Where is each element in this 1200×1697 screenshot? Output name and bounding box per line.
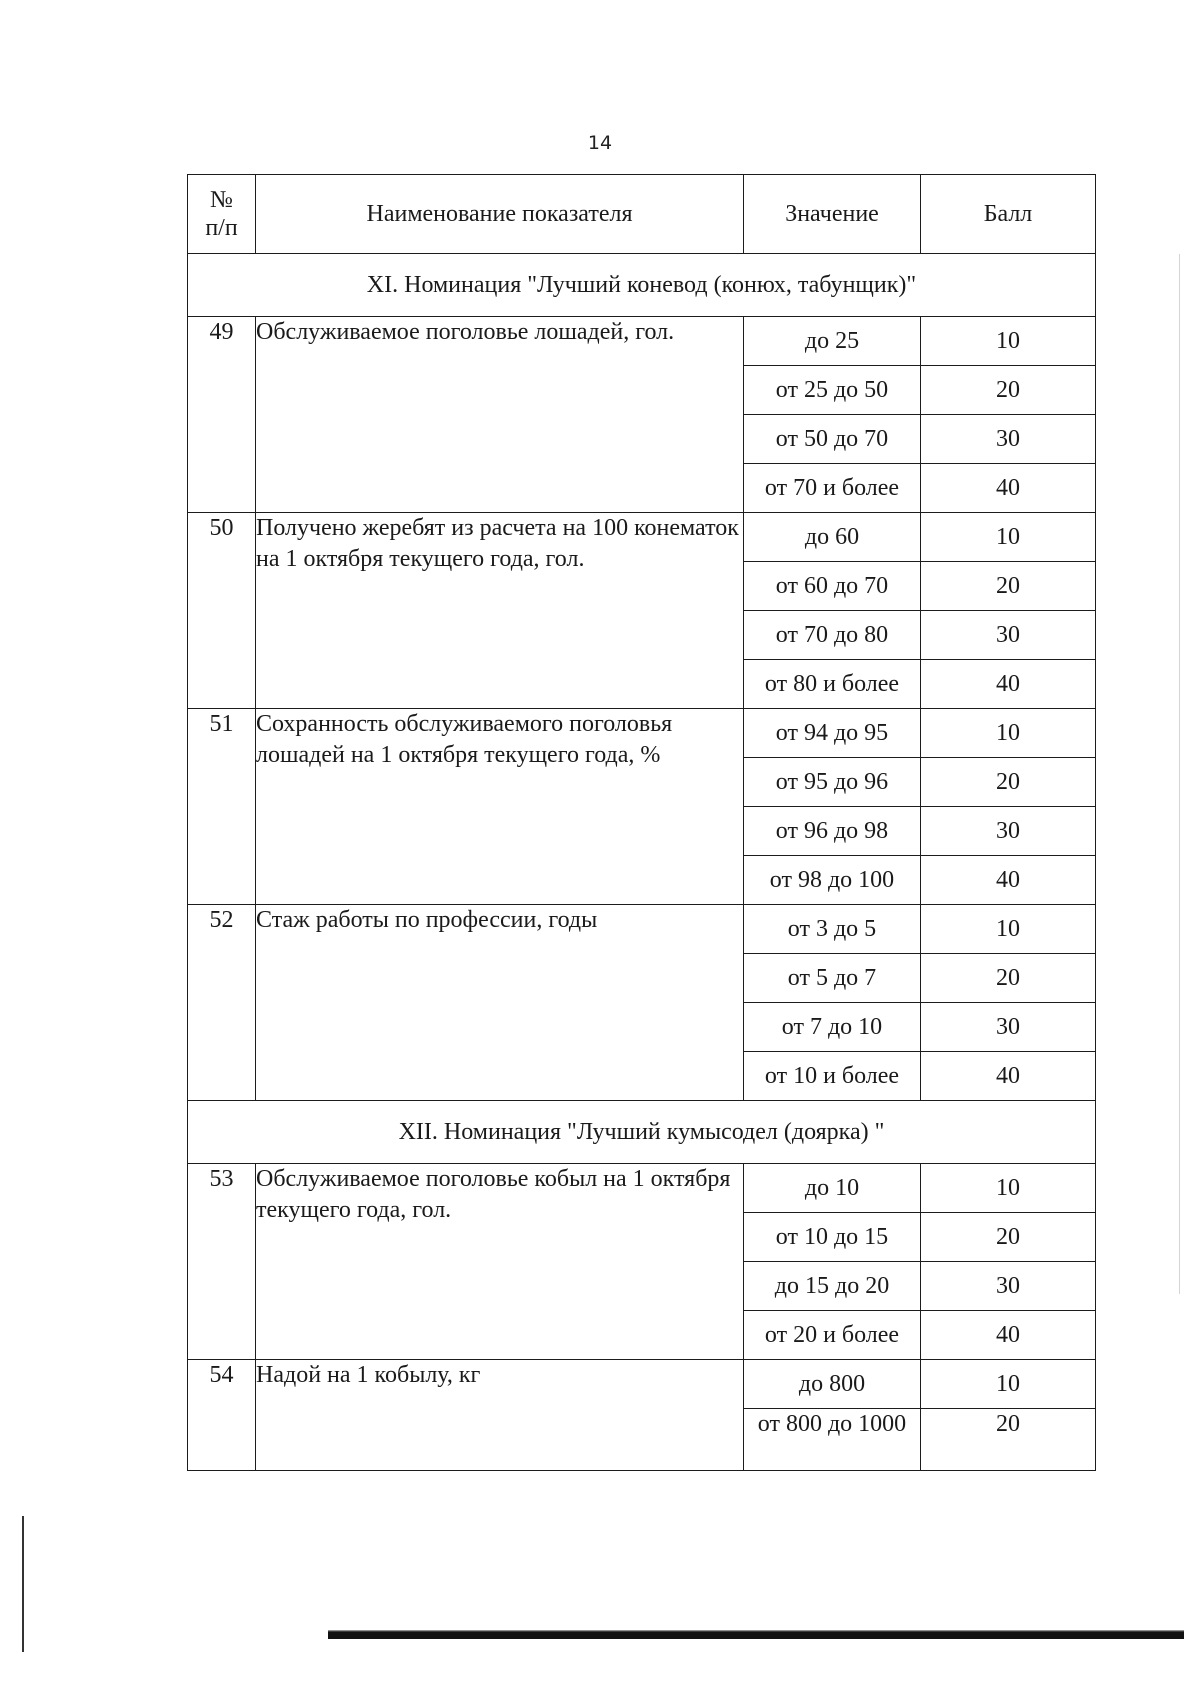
range-value: от 95 до 96 [744,758,921,807]
range-value: до 60 [744,513,921,562]
range-value: от 80 и более [744,660,921,709]
range-value: от 3 до 5 [744,905,921,954]
table-header-row [188,175,1096,254]
table-row [188,317,1096,366]
section-title: XII. Номинация "Лучший кумысодел (доярка) " [188,1101,1096,1164]
table-row [188,1360,1096,1409]
indicator-name: Получено жеребят из расчета на 100 конематок на 1 октября текущего года, гол. [256,513,744,709]
range-points: 40 [921,1052,1096,1101]
range-value: от 94 до 95 [744,709,921,758]
range-value: от 98 до 100 [744,856,921,905]
range-value: от 800 до 1000 [744,1409,921,1471]
indicator-name: Стаж работы по профессии, годы [256,905,744,1101]
range-points: 10 [921,1360,1096,1409]
range-points: 30 [921,1003,1096,1052]
range-points: 20 [921,954,1096,1003]
section-row [188,1101,1096,1164]
section-row [188,254,1096,317]
row-number: 50 [188,513,256,709]
table-row [188,905,1096,954]
range-points: 10 [921,709,1096,758]
table-row [188,513,1096,562]
row-number: 54 [188,1360,256,1471]
range-points: 20 [921,562,1096,611]
range-points: 10 [921,1164,1096,1213]
header-number: № п/п [188,175,256,254]
table-row [188,1164,1096,1213]
indicator-name: Надой на 1 кобылу, кг [256,1360,744,1471]
section-title: XI. Номинация "Лучший коневод (конюх, табунщик)" [188,254,1096,317]
range-points: 10 [921,905,1096,954]
range-value: до 25 [744,317,921,366]
range-points: 40 [921,856,1096,905]
row-number: 52 [188,905,256,1101]
range-value: от 70 до 80 [744,611,921,660]
range-points: 20 [921,758,1096,807]
range-points: 30 [921,1262,1096,1311]
range-points: 40 [921,660,1096,709]
row-number: 49 [188,317,256,513]
header-indicator-name: Наименование показателя [256,175,744,254]
range-value: от 20 и более [744,1311,921,1360]
range-value: от 50 до 70 [744,415,921,464]
range-points: 30 [921,415,1096,464]
indicator-name: Обслуживаемое поголовье кобыл на 1 октября текущего года, гол. [256,1164,744,1360]
range-value: до 15 до 20 [744,1262,921,1311]
range-value: от 7 до 10 [744,1003,921,1052]
range-value: от 10 и более [744,1052,921,1101]
range-points: 30 [921,611,1096,660]
row-number: 51 [188,709,256,905]
range-value: от 70 и более [744,464,921,513]
range-value: от 10 до 15 [744,1213,921,1262]
range-value: от 96 до 98 [744,807,921,856]
table-row [188,709,1096,758]
scoring-table [187,174,1096,1471]
range-points: 10 [921,513,1096,562]
range-value: от 5 до 7 [744,954,921,1003]
range-points: 20 [921,1213,1096,1262]
range-points: 30 [921,807,1096,856]
range-value: от 60 до 70 [744,562,921,611]
range-points: 20 [921,366,1096,415]
indicator-name: Обслуживаемое поголовье лошадей, гол. [256,317,744,513]
range-points: 10 [921,317,1096,366]
range-value: от 25 до 50 [744,366,921,415]
row-number: 53 [188,1164,256,1360]
range-value: до 10 [744,1164,921,1213]
range-points: 20 [921,1409,1096,1471]
header-points: Балл [921,175,1096,254]
indicator-name: Сохранность обслуживаемого поголовья лошадей на 1 октября текущего года, % [256,709,744,905]
range-value: до 800 [744,1360,921,1409]
range-points: 40 [921,1311,1096,1360]
scan-artifact-bar [328,1630,1184,1639]
range-points: 40 [921,464,1096,513]
scan-artifact-line [22,1516,24,1652]
header-value: Значение [744,175,921,254]
scan-artifact-line [1179,254,1180,1294]
page-number: 14 [587,132,613,154]
